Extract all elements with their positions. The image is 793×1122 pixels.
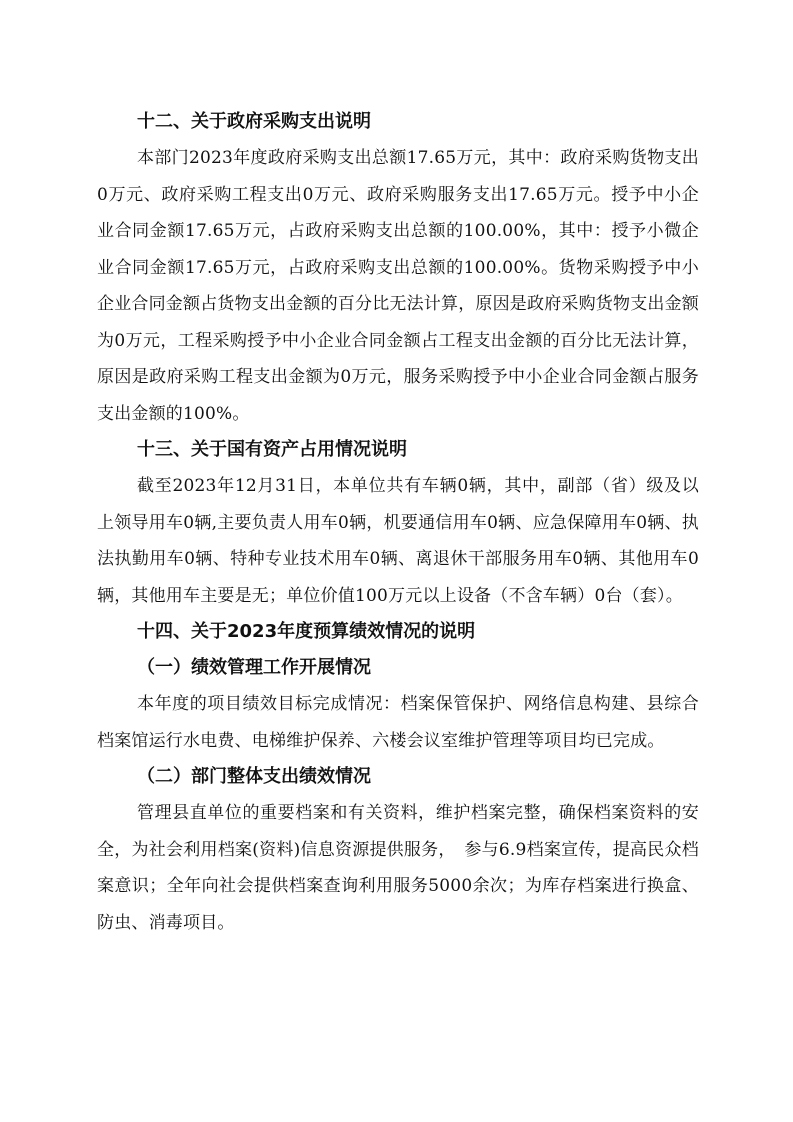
document-body (97, 104, 699, 941)
procurement-paragraph: 本部门2023年度政府采购支出总额17.65万元，其中：政府采购货物支出0万元、政府采购工程支出0万元、政府采购服务支出17.65万元。授予中小企业合同金额17.65万元，占政府采购支出总额的100.00%，其中：授予小微企业合同金额17.65万元，占政府采购支出总额的100.00%。货物采购授予中小企业合同金额占货物支出金额的百分比无法计算，原因是政府采购货物支出金额为0万元，工程采购授予中小企业合同金额占工程支出金额的百分比无法计算，原因是政府采购工程支出金额为0万元，服务采购授予中小企业合同金额占服务支出金额的100%。 (97, 148, 699, 424)
subheading-overall-expenditure: （二）部门整体支出绩效情况 (137, 766, 371, 787)
performance-management-paragraph: 本年度的项目绩效目标完成情况：档案保管保护、网络信息构建、县综合档案馆运行水电费、电梯维护保养、六楼会议室维护管理等项目均已完成。 (97, 694, 699, 751)
overall-expenditure-paragraph: 管理县直单位的重要档案和有关资料，维护档案完整，确保档案资料的安全，为社会利用档案(资料)信息资源提供服务， 参与6.9档案宣传，提高民众档案意识；全年向社会提供档案查询利用服务5000余次；为库存档案进行换盒、防虫、消毒项目。 (97, 803, 699, 933)
section-heading-state-assets: 十三、关于国有资产占用情况说明 (137, 439, 407, 460)
section-heading-government-procurement: 十二、关于政府采购支出说明 (137, 111, 371, 132)
subheading-performance-management: （一）绩效管理工作开展情况 (137, 657, 371, 678)
section-heading-budget-performance: 十四、关于2023年度预算绩效情况的说明 (137, 621, 476, 642)
state-assets-paragraph: 截至2023年12月31日，本单位共有车辆0辆，其中，副部（省）级及以上领导用车0辆,主要负责人用车0辆，机要通信用车0辆、应急保障用车0辆、执法执勤用车0辆、特种专业技术用车0辆、离退休干部服务用车0辆、其他用车0辆，其他用车主要是无；单位价值100万元以上设备（不含车辆）0台（套）。 (97, 476, 699, 606)
